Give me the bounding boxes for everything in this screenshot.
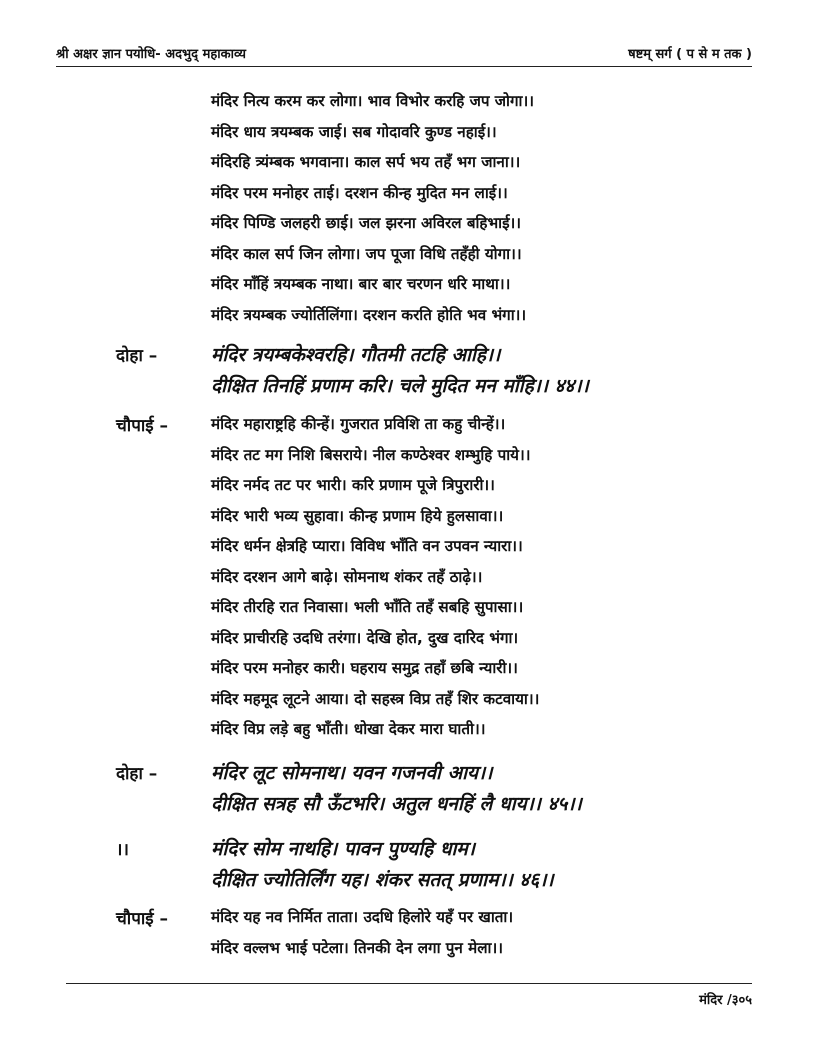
verse-line: मंदिर प्राचीरहि उदधि तरंगा। देखि होत, दुख दारिद भंगा। <box>211 628 519 647</box>
verse-line: मंदिर परम मनोहर ताई। दरशन कीन्ह मुदित मन लाई।। <box>211 183 508 202</box>
verse-line: दीक्षित ज्योतिर्लिंग यह। शंकर सतत् प्रणाम।। ४६।। <box>211 869 554 891</box>
verse-line: मंदिर महमूद लूटने आया। दो सहस्त्र विप्र तहँ शिर कटवाया।। <box>211 689 540 708</box>
verse-line: मंदिर परम मनोहर कारी। घहराय समुद्र तहाँ छबि न्यारी।। <box>211 659 518 677</box>
verse-lines <box>211 409 771 745</box>
verse-line: दीक्षित सत्रह सौ ऊँटभरि। अतुल धनहिं लै धाय।। ४५।। <box>211 793 582 815</box>
verse-line: मंदिर लूट सोमनाथ। यवन गजनवी आय।। <box>211 762 493 784</box>
verse-lines <box>211 758 771 820</box>
stanza-label: चौपाई – <box>116 416 169 436</box>
verse-line: मंदिर महाराष्ट्रहि कीन्हें। गुजरात प्रविशि ता कहु चीन्हें।। <box>211 415 506 433</box>
verse-line: दीक्षित तिनहिं प्रणाम करि। चले मुदित मन माँहि।। ४४।। <box>211 375 589 397</box>
book-title: श्री अक्षर ज्ञान पयोधि- अदभुद् महाकाव्य <box>56 47 246 62</box>
chapter-title: षष्टम् सर्ग ( प से म तक ) <box>628 47 752 62</box>
verse-line: मंदिर भारी भव्य सुहावा। कीन्ह प्रणाम हिये हुलसावा।। <box>211 506 504 525</box>
verse-lines <box>211 902 771 963</box>
page-header <box>56 40 752 67</box>
stanza-label: चौपाई – <box>116 909 169 929</box>
verse-line: मंदिरहि त्र्यंम्बक भगवाना। काल सर्प भय तहँ भग जाना।। <box>211 153 521 171</box>
verse-line: मंदिर वल्लभ भाई पटेला। तिनकी देन लगा पुन मेला।। <box>211 938 503 957</box>
stanza-label: दोहा – <box>116 346 158 366</box>
stanza-label: दोहा – <box>116 764 158 784</box>
verse-lines <box>211 340 771 402</box>
verse-line: मंदिर दरशन आगे बाढ़े। सोमनाथ शंकर तहँ ठाढ़े।। <box>211 567 483 586</box>
verse-line: मंदिर नर्मद तट पर भारी। करि प्रणाम पूजे त्रिपुरारी।। <box>211 476 495 494</box>
verse-line: मंदिर काल सर्प जिन लोगा। जप पूजा विधि तहँही योगा।। <box>211 244 522 263</box>
verse-line: मंदिर विप्र लड़े बहु भाँती। धोखा देकर मारा घाती।। <box>211 720 486 738</box>
verse-line: मंदिर धर्मन क्षेत्रहि प्यारा। विविध भाँति वन उपवन न्यारा।। <box>211 537 523 555</box>
verse-line: मंदिर त्रयम्बक ज्योर्तिलिंगा। दरशन करति होति भव भंगा।। <box>211 305 527 324</box>
stanza-label: ।। <box>116 840 129 860</box>
verse-line: मंदिर पिण्डि जलहरी छाई। जल झरना अविरल बहिभाई।। <box>211 214 522 232</box>
verse-line: मंदिर धाय त्रयम्बक जाई। सब गोदावरि कुण्ड नहाई।। <box>211 122 497 141</box>
verse-line: मंदिर नित्य करम कर लोगा। भाव विभोर करहि जप जोगा।। <box>211 92 534 110</box>
verse-line: मंदिर यह नव निर्मित ताता। उदधि हिलोरे यहँ पर खाता। <box>211 908 514 926</box>
verse-line: मंदिर माँहिं त्रयम्बक नाथा। बार बार चरणन धरि माथा।। <box>211 275 511 293</box>
verse-lines <box>211 86 771 330</box>
page-number: मंदिर /३०५ <box>699 993 752 1008</box>
page-footer <box>66 983 752 1008</box>
verse-lines <box>211 834 771 896</box>
verse-line: मंदिर तीरहि रात निवासा। भली भाँति तहँ सबहि सुपासा।। <box>211 598 524 616</box>
verse-line: मंदिर त्रयम्बकेश्वरहि। गौतमी तटहि आहि।। <box>211 344 501 366</box>
verse-line: मंदिर सोम नाथहि। पावन पुण्यहि धाम। <box>211 838 476 860</box>
verse-line: मंदिर तट मग निशि बिसराये। नील कण्ठेश्वर शम्भुहि पाये।। <box>211 445 531 464</box>
